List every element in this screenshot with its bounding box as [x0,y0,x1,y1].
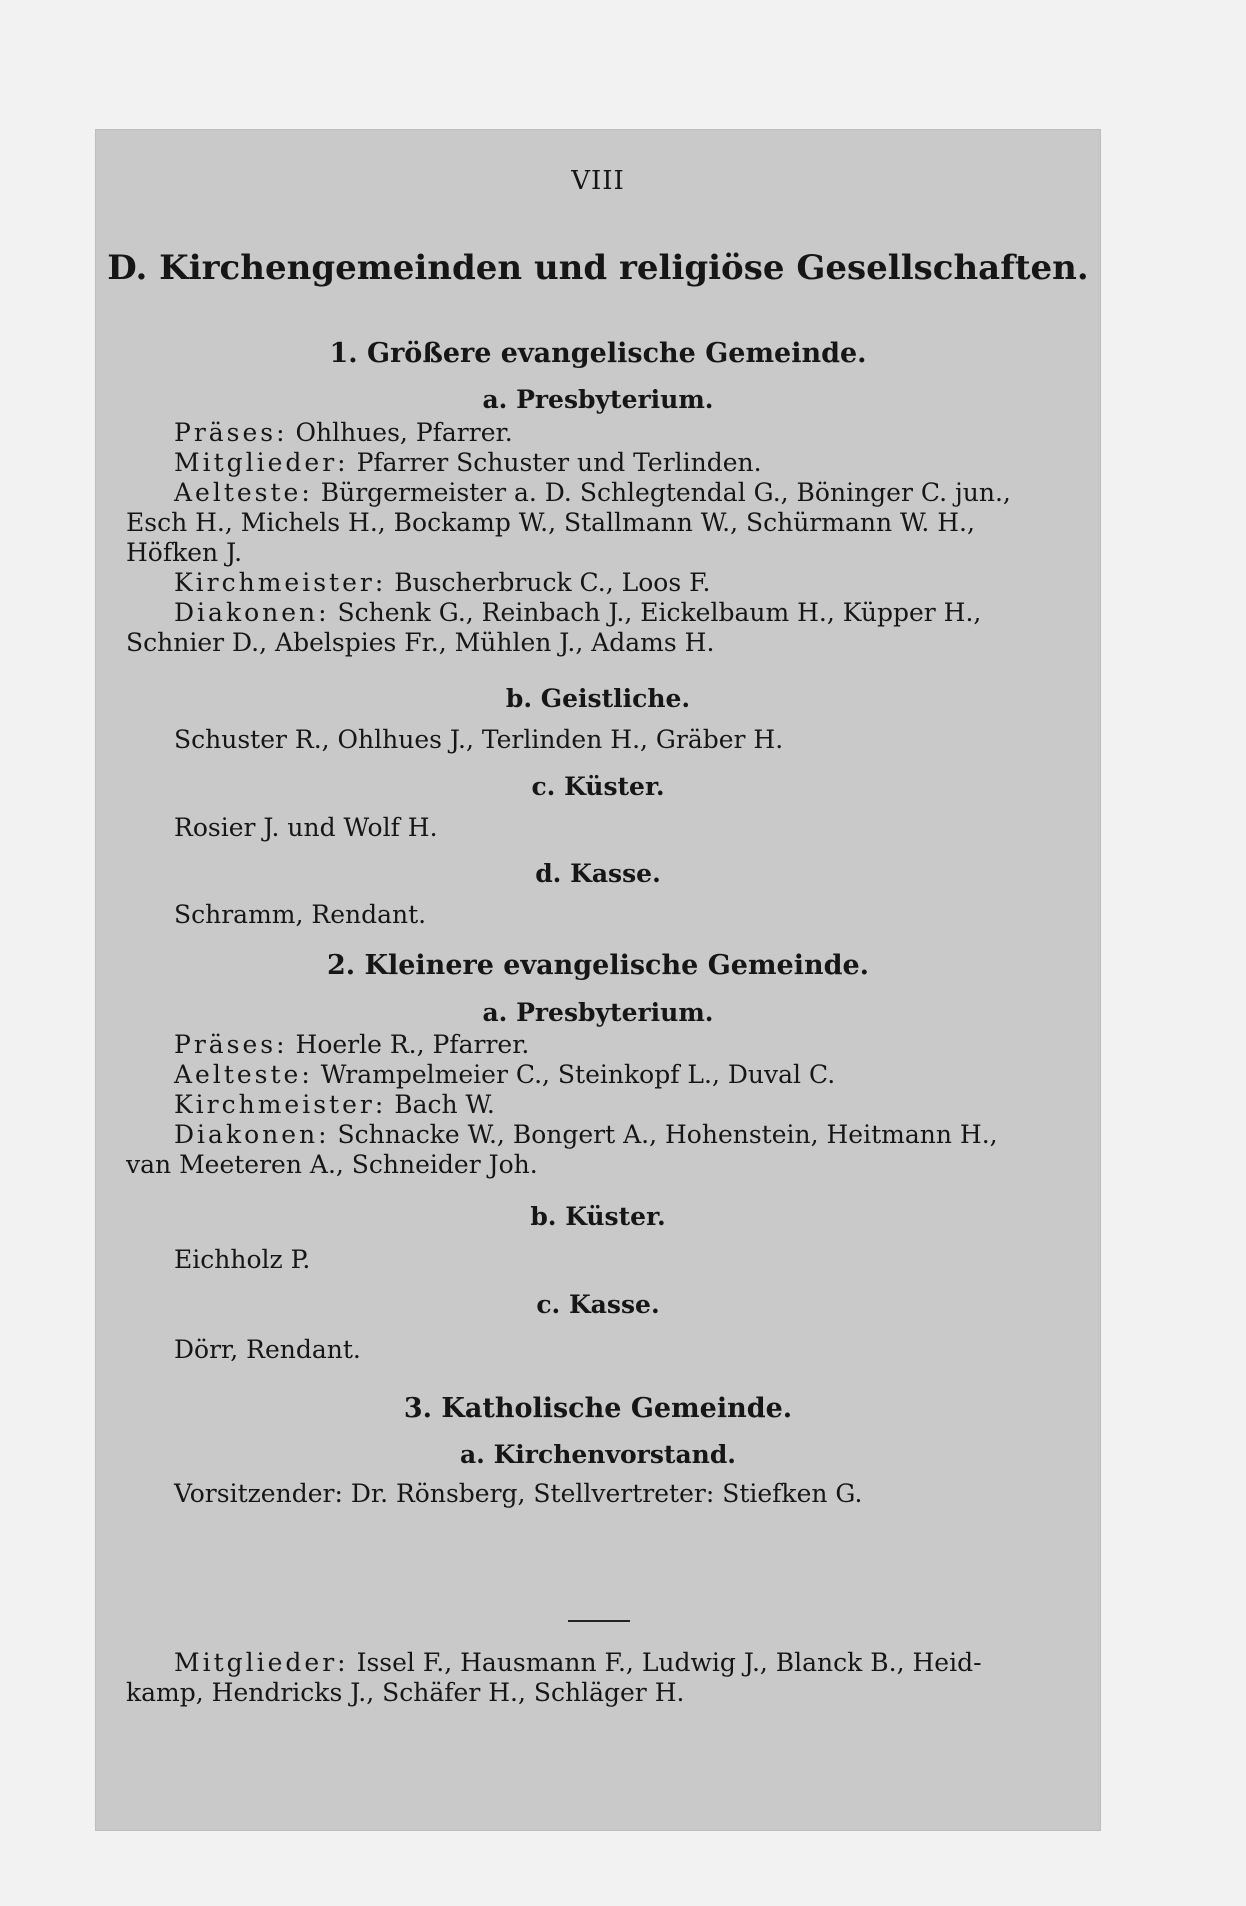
mitglieder-line2: kamp, Hendricks J., Schäfer H., Schläger H. [126,1678,685,1707]
section1-d-heading: d. Kasse. [535,859,661,888]
diakonen-line2: van Meeteren A., Schneider Joh. [126,1150,538,1179]
section2-praeses [174,1030,529,1060]
vorsitzender-label: Vorsitzender: [174,1479,343,1508]
praeses-label: Präses: [174,1030,288,1059]
kirchmeister-label: Kirchmeister: [174,568,387,597]
mitglieder-line1: Issel F., Hausmann F., Ludwig J., Blanck B., Heid- [356,1648,982,1677]
section2-aelteste [174,1060,835,1090]
section3-vorsitzender [174,1479,862,1509]
section2-kirchmeister [174,1090,495,1120]
diakonen-line1: Schnacke W., Bongert A., Hohenstein, Heitmann H., [337,1120,998,1149]
aelteste-line1: Bürgermeister a. D. Schlegtendal G., Böninger C. jun., [320,478,1011,507]
section1-b-heading: b. Geistliche. [505,684,691,713]
aelteste-label: Aelteste: [174,1060,313,1089]
kasse-text: Schramm, Rendant. [174,900,427,929]
section1-kirchmeister [174,568,711,598]
page-title: D. Kirchengemeinden und religiöse Gesellschaften. [107,248,1089,288]
section3-a-heading: a. Kirchenvorstand. [459,1440,737,1469]
geistliche-text: Schuster R., Ohlhues J., Terlinden H., Gräber H. [174,725,784,754]
diakonen-line2: Schnier D., Abelspies Fr., Mühlen J., Adams H. [126,628,715,657]
aelteste-line2: Esch H., Michels H., Bockamp W., Stallmann W., Schürmann W. H., [126,508,975,537]
aelteste-line3: Höfken J. [126,538,243,567]
section3-heading: 3. Katholische Gemeinde. [403,1393,793,1424]
section1-a-heading: a. Presbyterium. [482,385,714,414]
section2-b-heading: b. Küster. [530,1202,666,1231]
kasse-text: Dörr, Rendant. [174,1335,361,1364]
diakonen-line1: Schenk G., Reinbach J., Eickelbaum H., Küpper H., [337,598,982,627]
section2-diakonen [174,1120,998,1150]
section2-a-heading: a. Presbyterium. [482,998,714,1027]
kuester-text: Rosier J. und Wolf H. [174,813,438,842]
section3-mitglieder [174,1648,982,1678]
mitglieder-label: Mitglieder: [174,1648,349,1677]
kirchmeister-label: Kirchmeister: [174,1090,387,1119]
kirchmeister-text: Buscherbruck C., Loos F. [394,568,711,597]
section2-c-heading: c. Kasse. [536,1290,660,1319]
diakonen-label: Diakonen: [174,598,330,627]
section2-heading: 2. Kleinere evangelische Gemeinde. [326,950,870,981]
section1-aelteste [174,478,1011,508]
section1-praeses [174,418,513,448]
section1-heading: 1. Größere evangelische Gemeinde. [329,338,867,369]
section1-c-heading: c. Küster. [531,772,665,801]
divider-rule [568,1620,630,1622]
mitglieder-label: Mitglieder: [174,448,349,477]
kirchmeister-text: Bach W. [394,1090,495,1119]
section1-mitglieder [174,448,762,478]
kuester-text: Eichholz P. [174,1245,311,1274]
document-page [96,130,1100,1830]
praeses-text: Ohlhues, Pfarrer. [295,418,513,447]
vorsitzender-text: Dr. Rönsberg, Stellvertreter: Stiefken G. [350,1479,863,1508]
aelteste-label: Aelteste: [174,478,313,507]
page-number: VIII [571,166,625,196]
praeses-text: Hoerle R., Pfarrer. [295,1030,530,1059]
diakonen-label: Diakonen: [174,1120,330,1149]
praeses-label: Präses: [174,418,288,447]
section1-diakonen [174,598,981,628]
mitglieder-text: Pfarrer Schuster und Terlinden. [356,448,762,477]
aelteste-text: Wrampelmeier C., Steinkopf L., Duval C. [320,1060,836,1089]
